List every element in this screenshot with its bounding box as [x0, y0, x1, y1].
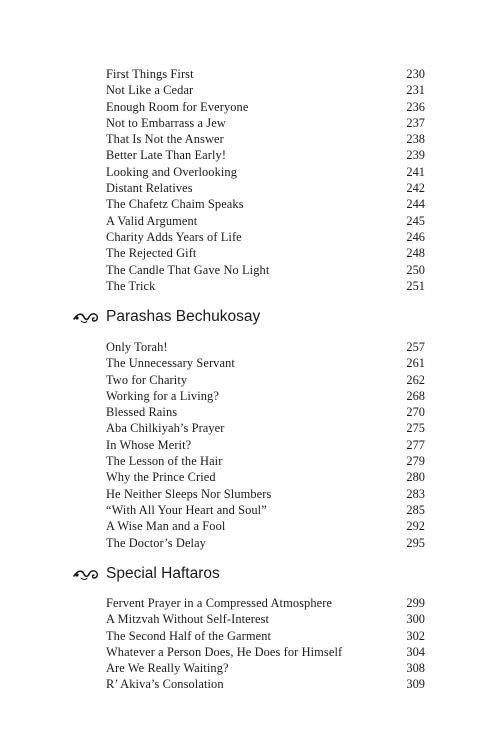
toc-entry — [106, 147, 425, 163]
toc-entry-title: Looking and Overlooking — [106, 164, 238, 179]
toc-entry — [106, 676, 425, 692]
scroll-ornament-icon — [72, 567, 102, 581]
toc-entry — [106, 355, 425, 371]
toc-entry-title: Fervent Prayer in a Compressed Atmosphere — [106, 596, 333, 610]
toc-entry — [106, 404, 425, 420]
toc-entry — [106, 518, 425, 534]
toc-block-special-haftaros — [106, 595, 425, 693]
toc-entry-title: Blessed Rains — [106, 405, 178, 420]
toc-entry-page-number: 230 — [406, 67, 425, 81]
toc-entry-title: Aba Chilkiyah’s Prayer — [106, 421, 225, 436]
toc-block-continued — [106, 66, 425, 294]
toc-entry — [106, 213, 425, 229]
toc-entry-page-number: 231 — [406, 83, 425, 98]
toc-entry-page-number: 236 — [406, 99, 425, 114]
toc-entry-title: Distant Relatives — [106, 181, 193, 196]
toc-entry-title: The Unnecessary Servant — [106, 356, 235, 371]
toc-entry — [106, 486, 425, 502]
toc-entry — [106, 595, 425, 611]
toc-entry-page-number: 268 — [406, 388, 425, 403]
toc-entry — [106, 469, 425, 485]
toc-entry-title: He Neither Sleeps Nor Slumbers — [106, 486, 272, 501]
toc-entry-title: In Whose Merit? — [106, 437, 192, 452]
toc-entry-page-number: 237 — [406, 115, 425, 130]
toc-entry — [106, 131, 425, 147]
toc-entry-page-number: 246 — [406, 229, 425, 244]
section-heading-special-haftaros — [72, 563, 220, 585]
toc-entry-title: The Chafetz Chaim Speaks — [106, 197, 244, 212]
toc-block-bechukosay — [106, 339, 425, 551]
toc-entry-page-number: 304 — [406, 644, 425, 659]
toc-entry — [106, 164, 425, 180]
toc-entry-title: R’ Akiva’s Consolation — [106, 677, 224, 692]
toc-entry-title: A Wise Man and a Fool — [106, 519, 226, 534]
toc-entry — [106, 502, 425, 518]
toc-entry-page-number: 241 — [406, 164, 425, 179]
toc-entry-title: Not Like a Cedar — [106, 83, 194, 98]
toc-entry-page-number: 309 — [406, 677, 425, 692]
toc-entry-page-number: 238 — [406, 132, 425, 147]
toc-entry — [106, 437, 425, 453]
toc-entry-title: The Lesson of the Hair — [106, 454, 223, 469]
toc-entry — [106, 82, 425, 98]
toc-entry-title: “With All Your Heart and Soul” — [106, 502, 267, 517]
toc-entry-page-number: 280 — [406, 470, 425, 485]
toc-entry-title: The Doctor’s Delay — [106, 535, 206, 550]
toc-entry-page-number: 285 — [406, 502, 425, 517]
toc-entry-title: The Trick — [106, 278, 156, 293]
toc-entry — [106, 535, 425, 551]
toc-entry — [106, 229, 425, 245]
toc-entry-page-number: 262 — [406, 372, 425, 387]
toc-entry-page-number: 302 — [406, 628, 425, 643]
toc-entry — [106, 66, 425, 82]
toc-entry — [106, 453, 425, 469]
toc-entry-title: The Rejected Gift — [106, 246, 197, 261]
toc-entry — [106, 180, 425, 196]
toc-entry-page-number: 239 — [406, 148, 425, 163]
toc-entry-title: The Second Half of the Garment — [106, 628, 272, 643]
toc-entry-title: That Is Not the Answer — [106, 132, 224, 147]
toc-entry-page-number: 251 — [406, 278, 425, 293]
toc-entry — [106, 115, 425, 131]
toc-entry — [106, 245, 425, 261]
toc-entry — [106, 196, 425, 212]
toc-entry-page-number: 270 — [406, 405, 425, 420]
section-heading-bechukosay — [72, 306, 260, 328]
toc-entry — [106, 372, 425, 388]
scroll-ornament-icon — [72, 310, 102, 324]
toc-entry-title: Not to Embarrass a Jew — [106, 115, 226, 130]
toc-entry-page-number: 242 — [406, 181, 425, 196]
toc-entry-title: Charity Adds Years of Life — [106, 229, 242, 244]
toc-entry-title: A Mitzvah Without Self-Interest — [106, 612, 270, 627]
section-heading-text: Special Haftaros — [106, 565, 220, 582]
toc-entry-title: A Valid Argument — [106, 213, 198, 228]
toc-entry-page-number: 261 — [406, 356, 425, 371]
section-heading-text: Parashas Bechukosay — [106, 308, 261, 325]
toc-entry — [106, 339, 425, 355]
toc-entry-page-number: 295 — [406, 535, 425, 550]
toc-entry — [106, 278, 425, 294]
toc-entry-title: Better Late Than Early! — [106, 148, 227, 163]
toc-entry-title: Whatever a Person Does, He Does for Himself — [106, 644, 343, 659]
toc-entry-page-number: 299 — [406, 596, 425, 610]
toc-entry-page-number: 257 — [406, 340, 425, 354]
toc-entry — [106, 262, 425, 278]
toc-entry-title: Are We Really Waiting? — [106, 661, 229, 676]
toc-entry-title: First Things First — [106, 67, 194, 81]
toc-entry-page-number: 244 — [406, 197, 425, 212]
toc-entry-page-number: 283 — [406, 486, 425, 501]
toc-entry-title: Why the Prince Cried — [106, 470, 216, 485]
toc-entry — [106, 99, 425, 115]
toc-entry — [106, 388, 425, 404]
toc-entry — [106, 644, 425, 660]
toc-entry-title: The Candle That Gave No Light — [106, 262, 270, 277]
toc-entry-page-number: 277 — [406, 437, 425, 452]
toc-entry-page-number: 245 — [406, 213, 425, 228]
toc-entry-page-number: 250 — [406, 262, 425, 277]
toc-entry-page-number: 300 — [406, 612, 425, 627]
toc-entry-title: Enough Room for Everyone — [106, 99, 249, 114]
toc-entry-page-number: 275 — [406, 421, 425, 436]
toc-entry-page-number: 279 — [406, 454, 425, 469]
toc-entry — [106, 611, 425, 627]
toc-entry — [106, 628, 425, 644]
toc-entry-page-number: 308 — [406, 661, 425, 676]
toc-entry — [106, 660, 425, 676]
toc-entry — [106, 420, 425, 436]
toc-entry-page-number: 248 — [406, 246, 425, 261]
toc-entry-page-number: 292 — [406, 519, 425, 534]
toc-entry-title: Only Torah! — [106, 340, 168, 354]
toc-entry-title: Two for Charity — [106, 372, 188, 387]
toc-entry-title: Working for a Living? — [106, 388, 219, 403]
